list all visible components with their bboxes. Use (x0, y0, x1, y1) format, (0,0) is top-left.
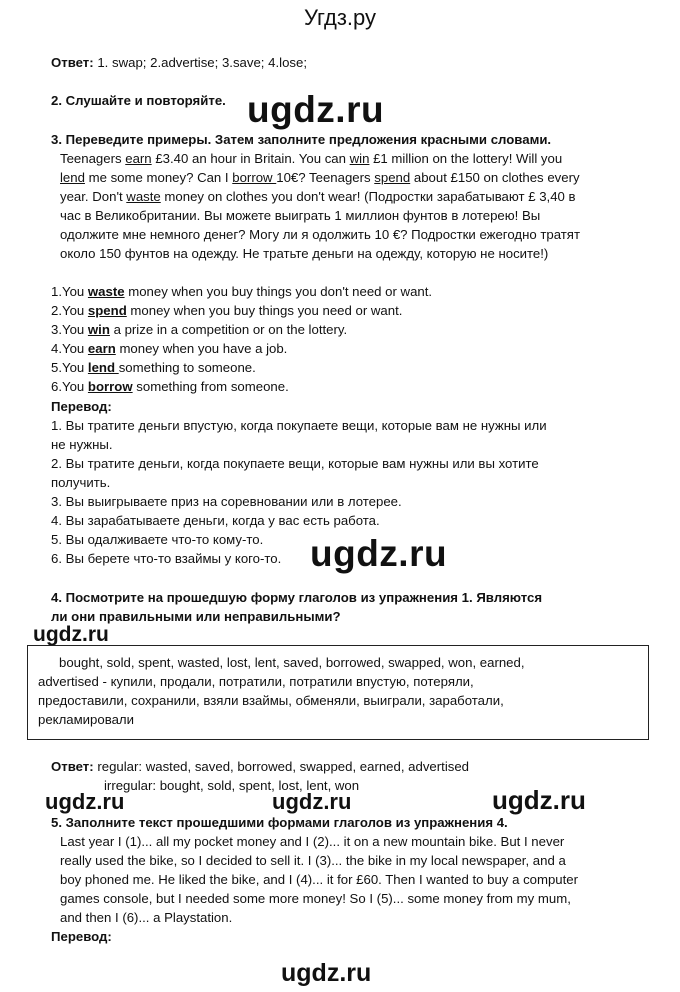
paragraph-line (60, 187, 576, 206)
answer-1-line (51, 53, 307, 72)
watermark: ugdz.ru (492, 785, 586, 815)
answer-word: waste (87, 284, 125, 299)
item-prefix: 6.You (51, 379, 88, 394)
text-span: me some money? Can I (84, 170, 233, 185)
answer-word: lend (87, 360, 119, 375)
text-span: money on clothes you don't wear! (Подростки зарабатывают £ 3,40 в (160, 189, 576, 204)
keyword: borrow (232, 170, 277, 185)
text-span: 10€? Teenagers (276, 170, 375, 185)
item-text: something to someone. (118, 360, 256, 375)
task-5-heading: 5. Заполните текст прошедшими формами глаголов из упражнения 4. (51, 815, 508, 830)
word-box-line: предоставили, сохранили, взяли взаймы, обменяли, выиграли, заработали, (38, 693, 504, 708)
answer-text: 1. swap; 2.advertise; 3.save; 4.lose; (97, 55, 307, 70)
watermark: ugdz.ru (45, 789, 125, 814)
exercise-item (51, 339, 287, 358)
paragraph-line: одолжите мне немного денег? Могу ли я одолжить 10 €? Подростки ежегодно тратят (60, 227, 580, 242)
task-4-heading: ли они правильными или неправильными? (51, 609, 341, 624)
item-prefix: 4.You (51, 341, 88, 356)
answer-word: borrow (87, 379, 133, 394)
watermark: ugdz.ru (272, 789, 352, 814)
text-span: year. Don't (60, 189, 127, 204)
translation-line: получить. (51, 475, 111, 490)
exercise-item (51, 377, 289, 396)
keyword: spend (374, 170, 411, 185)
item-prefix: 1.You (51, 284, 88, 299)
keyword: lend (60, 170, 85, 185)
keyword: waste (126, 189, 161, 204)
word-box-line: advertised - купили, продали, потратили, потратили впустую, потеряли, (38, 674, 474, 689)
translation-line: 1. Вы тратите деньги впустую, когда покупаете вещи, которые вам не нужны или (51, 418, 547, 433)
translation-line: не нужны. (51, 437, 113, 452)
task-5-line: boy phoned me. He liked the bike, and I (4)... it for £60. Then I wanted to buy a computer (60, 872, 579, 887)
paragraph-line: около 150 фунтов на одежду. Не тратьте деньги на одежду, которую не носите!) (60, 246, 549, 261)
watermark: ugdz.ru (33, 623, 109, 646)
translation-label: Перевод: (51, 929, 112, 944)
answer-word: spend (87, 303, 127, 318)
paragraph-line (60, 168, 580, 187)
task-5-line: and then I (6)... a Playstation. (60, 910, 233, 925)
task-5-line: games console, but I needed some more money! So I (5)... some money from my mum, (60, 891, 571, 906)
task-2-heading: 2. Слушайте и повторяйте. (51, 93, 226, 108)
translation-line: 5. Вы одалживаете что-то кому-то. (51, 532, 264, 547)
exercise-item (51, 320, 347, 339)
answer-label: Ответ: (51, 759, 94, 774)
translation-label: Перевод: (51, 399, 112, 414)
text-span: £3.40 an hour in Britain. You can (151, 151, 350, 166)
text-span: £1 million on the lottery! Will you (369, 151, 563, 166)
watermark: ugdz.ru (281, 959, 372, 987)
item-text: something from someone. (132, 379, 289, 394)
site-title: Угдз.ру (303, 5, 377, 30)
translation-line: 4. Вы зарабатываете деньги, когда у вас есть работа. (51, 513, 380, 528)
translation-line: 3. Вы выигрываете приз на соревновании или в лотерее. (51, 494, 402, 509)
item-prefix: 5.You (51, 360, 88, 375)
paragraph-line (60, 149, 562, 168)
answer-word: win (87, 322, 110, 337)
keyword: earn (125, 151, 152, 166)
text-span: about £150 on clothes every (410, 170, 580, 185)
answer-4-line (51, 757, 469, 776)
item-prefix: 3.You (51, 322, 88, 337)
item-text: money when you have a job. (115, 341, 288, 356)
task-4-heading: 4. Посмотрите на прошедшую форму глаголов из упражнения 1. Являются (51, 590, 543, 605)
task-5-line: Last year I (1)... all my pocket money and I (2)... it on a new mountain bike. But I never (60, 834, 565, 849)
task-3-heading: 3. Переведите примеры. Затем заполните предложения красными словами. (51, 132, 552, 147)
paragraph-line: час в Великобритании. Вы можете выиграть 1 миллион фунтов в лотерею! Вы (60, 208, 541, 223)
answer-text: regular: wasted, saved, borrowed, swapped, earned, advertised (97, 759, 470, 774)
exercise-item (51, 358, 256, 377)
keyword: win (349, 151, 370, 166)
text-span: Teenagers (60, 151, 126, 166)
item-text: a prize in a competition or on the lottery. (109, 322, 348, 337)
task-5-line: really used the bike, so I decided to sell it. I (3)... the bike in my local newspaper, and a (60, 853, 566, 868)
translation-line: 6. Вы берете что-то взаймы у кого-то. (51, 551, 282, 566)
exercise-item (51, 301, 402, 320)
item-text: money when you buy things you need or want. (126, 303, 403, 318)
answer-text: irregular: bought, sold, spent, lost, lent, won (104, 778, 360, 793)
translation-line: 2. Вы тратите деньги, когда покупаете вещи, которые вам нужны или вы хотите (51, 456, 539, 471)
item-text: money when you buy things you don't need or want. (124, 284, 433, 299)
word-box-line: bought, sold, spent, wasted, lost, lent, saved, borrowed, swapped, won, earned, (59, 655, 525, 670)
answer-word: earn (87, 341, 116, 356)
answer-label: Ответ: (51, 55, 94, 70)
watermark: ugdz.ru (310, 533, 448, 574)
word-box-line: рекламировали (38, 712, 134, 727)
exercise-item (51, 282, 432, 301)
item-prefix: 2.You (51, 303, 88, 318)
watermark: ugdz.ru (247, 89, 385, 130)
